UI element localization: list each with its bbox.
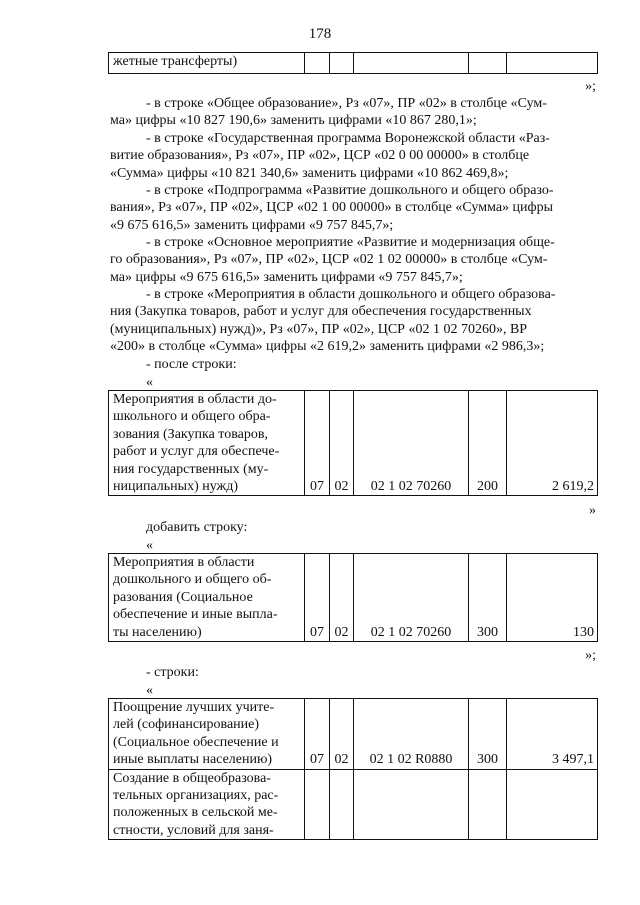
table-row bbox=[109, 699, 598, 770]
opening-quote: « bbox=[146, 538, 153, 553]
budget-table-row-1 bbox=[108, 390, 598, 496]
table-cell-rz: 07 bbox=[305, 554, 330, 642]
table-cell-rz: 07 bbox=[305, 699, 330, 770]
closing-quote: »; bbox=[585, 648, 596, 663]
table-row bbox=[109, 769, 598, 840]
add-row-label: добавить строку: bbox=[146, 520, 248, 535]
opening-quote: « bbox=[146, 375, 153, 390]
table-cell-sum: 2 619,2 bbox=[507, 391, 598, 496]
table-cell-csr: 02 1 02 R0880 bbox=[354, 699, 469, 770]
table-cell-name: жетные трансферты) bbox=[109, 53, 305, 74]
table-row bbox=[109, 391, 598, 496]
table-cell-sum: 3 497,1 bbox=[507, 699, 598, 770]
budget-table-row-2 bbox=[108, 553, 598, 642]
table-cell-name: Поощрение лучших учите- лей (софинансирование) (Социальное обеспечение и иные выплаты населению) bbox=[109, 699, 305, 770]
table-fragment-top bbox=[108, 52, 598, 74]
table-row bbox=[109, 554, 598, 642]
table-cell-csr: 02 1 02 70260 bbox=[354, 554, 469, 642]
paragraph-amendment-5: - в строке «Мероприятия в области дошкольного и общего образова- ния (Закупка товаров, работ и услуг для обеспечения государственных (муниципальных) нужд)», Рз «07», ПР «02», ЦСР «02 1 02 70260», ВР «200» в столбце «Сумма» цифры «2 619,2» заменить цифрами «2 986,3»; bbox=[110, 287, 556, 355]
table-cell-pr: 02 bbox=[330, 554, 354, 642]
after-row-label: - после строки: bbox=[146, 357, 237, 372]
budget-table-rows-3 bbox=[108, 698, 598, 840]
table-cell-pr: 02 bbox=[330, 391, 354, 496]
rows-label: - строки: bbox=[146, 665, 199, 680]
table-cell-vr: 200 bbox=[469, 391, 507, 496]
table-cell-rz: 07 bbox=[305, 391, 330, 496]
opening-quote: « bbox=[146, 683, 153, 698]
closing-quote: »; bbox=[585, 79, 596, 94]
table-cell-csr: 02 1 02 70260 bbox=[354, 391, 469, 496]
page-number: 178 bbox=[308, 26, 332, 42]
table-cell-vr: 300 bbox=[469, 554, 507, 642]
table-cell-name: Создание в общеобразова- тельных организациях, рас- положенных в сельской ме- стности, условий для заня- bbox=[109, 769, 305, 840]
paragraph-amendment-1: - в строке «Общее образование», Рз «07», ПР «02» в столбце «Сум- ма» цифры «10 827 190,6» заменить цифрами «10 867 280,1»; bbox=[110, 96, 547, 129]
table-cell-name: Мероприятия в области дошкольного и общего об- разования (Социальное обеспечение и иные выпла- ты населению) bbox=[109, 554, 305, 642]
paragraph-amendment-3: - в строке «Подпрограмма «Развитие дошкольного и общего образо- вания», Рз «07», ПР «02», ЦСР «02 1 00 00000» в столбце «Сумма» цифры «9 675 616,5» заменить цифрами «9 757 845,7»; bbox=[110, 183, 554, 233]
table-cell-name: Мероприятия в области до- школьного и общего обра- зования (Закупка товаров, работ и услуг для обеспече- ния государственных (му- ниципальных) нужд) bbox=[109, 391, 305, 496]
paragraph-amendment-4: - в строке «Основное мероприятие «Развитие и модернизация обще- го образования», Рз «07», ПР «02», ЦСР «02 1 02 00000» в столбце «Сум- ма» цифры «9 675 616,5» заменить цифрами «9 757 845,7»; bbox=[110, 235, 555, 285]
table-cell-sum: 130 bbox=[507, 554, 598, 642]
closing-quote: » bbox=[589, 503, 596, 518]
table-cell-pr: 02 bbox=[330, 699, 354, 770]
paragraph-amendment-2: - в строке «Государственная программа Воронежской области «Раз- витие образования», Рз «07», ПР «02», ЦСР «02 0 00 00000» в столбце «Сумма» цифры «10 821 340,6» заменить цифрами «10 862 469,8»; bbox=[110, 131, 550, 181]
table-cell-vr: 300 bbox=[469, 699, 507, 770]
